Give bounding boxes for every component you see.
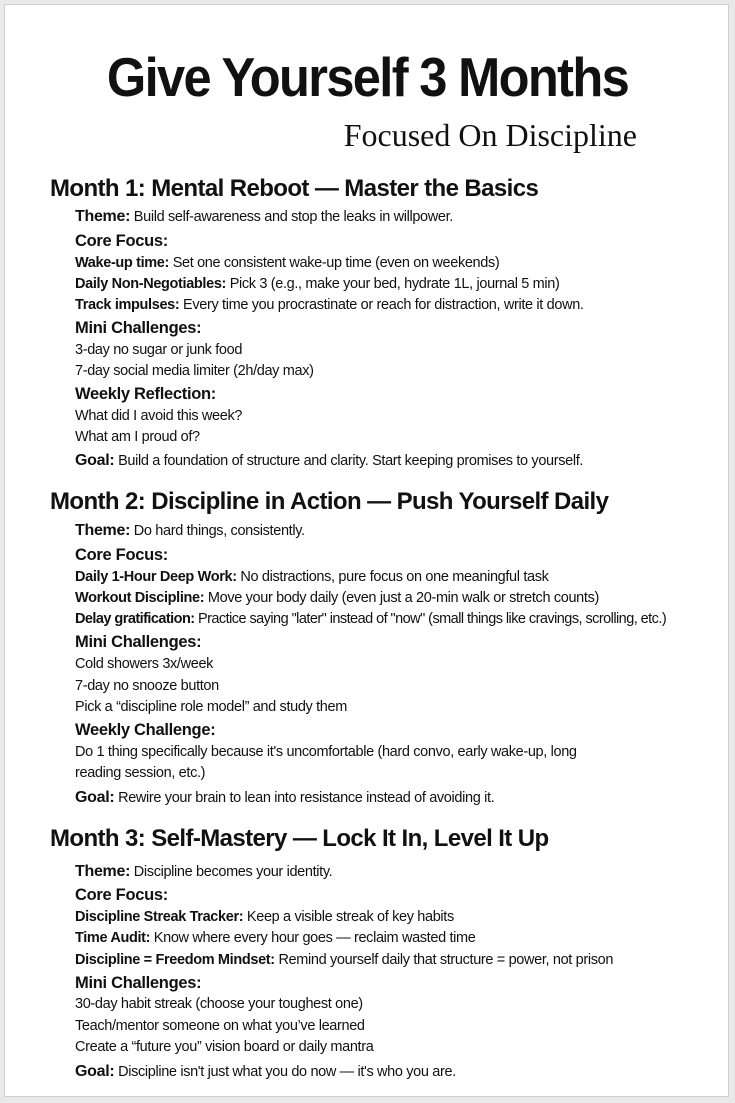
theme-label: Theme:	[75, 522, 131, 539]
month-1-reflection-label: Weekly Reflection:	[75, 385, 217, 403]
month-2-weekly-challenge-text: Do 1 thing specifically because it's uncomfortable (hard convo, early wake-up, long	[75, 744, 577, 760]
month-2-core-focus-item	[75, 612, 666, 627]
page-subtitle: Focused On Discipline	[343, 117, 637, 153]
month-1-core-focus-item	[75, 256, 499, 271]
month-2-mini-label: Mini Challenges:	[75, 633, 202, 651]
item-label: Wake-up time:	[75, 255, 170, 271]
item-label: Delay gratification:	[75, 611, 195, 627]
item-text: Remind yourself daily that structure = power, not prison	[278, 952, 614, 968]
month-2-weekly-challenge-text: reading session, etc.)	[75, 765, 206, 781]
item-text: No distractions, pure focus on one meaningful task	[240, 569, 549, 585]
item-text: Pick 3 (e.g., make your bed, hydrate 1L, journal 5 min)	[229, 276, 560, 292]
month-1-reflection-item: What did I avoid this week?	[75, 408, 243, 424]
month-2-mini-item: Pick a “discipline role model” and study them	[75, 699, 347, 715]
item-label: Daily Non-Negotiables:	[75, 276, 227, 292]
item-text: Keep a visible streak of key habits	[246, 909, 454, 925]
item-label: Daily 1-Hour Deep Work:	[75, 569, 237, 585]
month-3-mini-label: Mini Challenges:	[75, 974, 202, 992]
item-label: Discipline = Freedom Mindset:	[75, 952, 275, 968]
item-text: Set one consistent wake-up time (even on weekends)	[172, 255, 500, 271]
theme-text: Do hard things, consistently.	[133, 523, 305, 539]
goal-text: Build a foundation of structure and clarity. Start keeping promises to yourself.	[118, 453, 584, 469]
item-text: Know where every hour goes — reclaim wasted time	[153, 930, 476, 946]
month-2-theme	[75, 523, 305, 539]
item-text: Move your body daily (even just a 20-min walk or stretch counts)	[207, 590, 599, 606]
month-2-mini-item: 7-day no snooze button	[75, 678, 219, 694]
theme-label: Theme:	[75, 208, 131, 225]
page-title: Give Yourself 3 Months	[106, 46, 629, 108]
item-label: Discipline Streak Tracker:	[75, 909, 244, 925]
month-1-heading: Month 1: Mental Reboot — Master the Basics	[50, 175, 539, 202]
theme-text: Discipline becomes your identity.	[133, 864, 333, 880]
month-2-core-focus-label: Core Focus:	[75, 546, 168, 564]
month-2-heading: Month 2: Discipline in Action — Push Yourself Daily	[50, 488, 609, 515]
month-1-mini-item: 7-day social media limiter (2h/day max)	[75, 363, 314, 379]
goal-label: Goal:	[75, 789, 115, 806]
item-label: Time Audit:	[75, 930, 151, 946]
theme-label: Theme:	[75, 863, 131, 880]
month-3-mini-item: Teach/mentor someone on what you’ve learned	[75, 1018, 365, 1034]
month-3-heading: Month 3: Self-Mastery — Lock It In, Level It Up	[50, 825, 549, 852]
month-3-core-focus-item	[75, 910, 454, 925]
month-1-core-focus-item	[75, 298, 584, 313]
month-3-goal	[75, 1064, 456, 1080]
month-1-core-focus-label: Core Focus:	[75, 232, 168, 250]
month-3-core-focus-item	[75, 953, 613, 968]
goal-text: Discipline isn't just what you do now — it's who you are.	[118, 1064, 456, 1080]
month-1-theme	[75, 209, 453, 225]
month-2-goal	[75, 790, 494, 806]
month-1-mini-label: Mini Challenges:	[75, 319, 202, 337]
item-label: Track impulses:	[75, 297, 180, 313]
month-2-weekly-challenge-label: Weekly Challenge:	[75, 721, 216, 739]
month-1-reflection-item: What am I proud of?	[75, 429, 200, 445]
goal-text: Rewire your brain to lean into resistance instead of avoiding it.	[118, 790, 495, 806]
goal-label: Goal:	[75, 452, 115, 469]
month-3-core-focus-label: Core Focus:	[75, 886, 168, 904]
goal-label: Goal:	[75, 1063, 115, 1080]
item-label: Workout Discipline:	[75, 590, 205, 606]
theme-text: Build self-awareness and stop the leaks in willpower.	[133, 209, 453, 225]
month-1-core-focus-item	[75, 277, 559, 292]
month-2-core-focus-item	[75, 591, 599, 606]
month-3-mini-item: Create a “future you” vision board or daily mantra	[75, 1039, 374, 1055]
item-text: Every time you procrastinate or reach for distraction, write it down.	[183, 297, 584, 313]
month-1-goal	[75, 453, 583, 469]
month-3-mini-item: 30-day habit streak (choose your toughest one)	[75, 996, 363, 1012]
item-text: Practice saying "later" instead of "now" (small things like cravings, scrolling, etc.)	[198, 611, 667, 627]
month-3-theme	[75, 864, 332, 880]
month-2-core-focus-item	[75, 570, 549, 585]
month-2-mini-item: Cold showers 3x/week	[75, 656, 214, 672]
month-1-mini-item: 3-day no sugar or junk food	[75, 342, 243, 358]
month-3-core-focus-item	[75, 931, 475, 946]
